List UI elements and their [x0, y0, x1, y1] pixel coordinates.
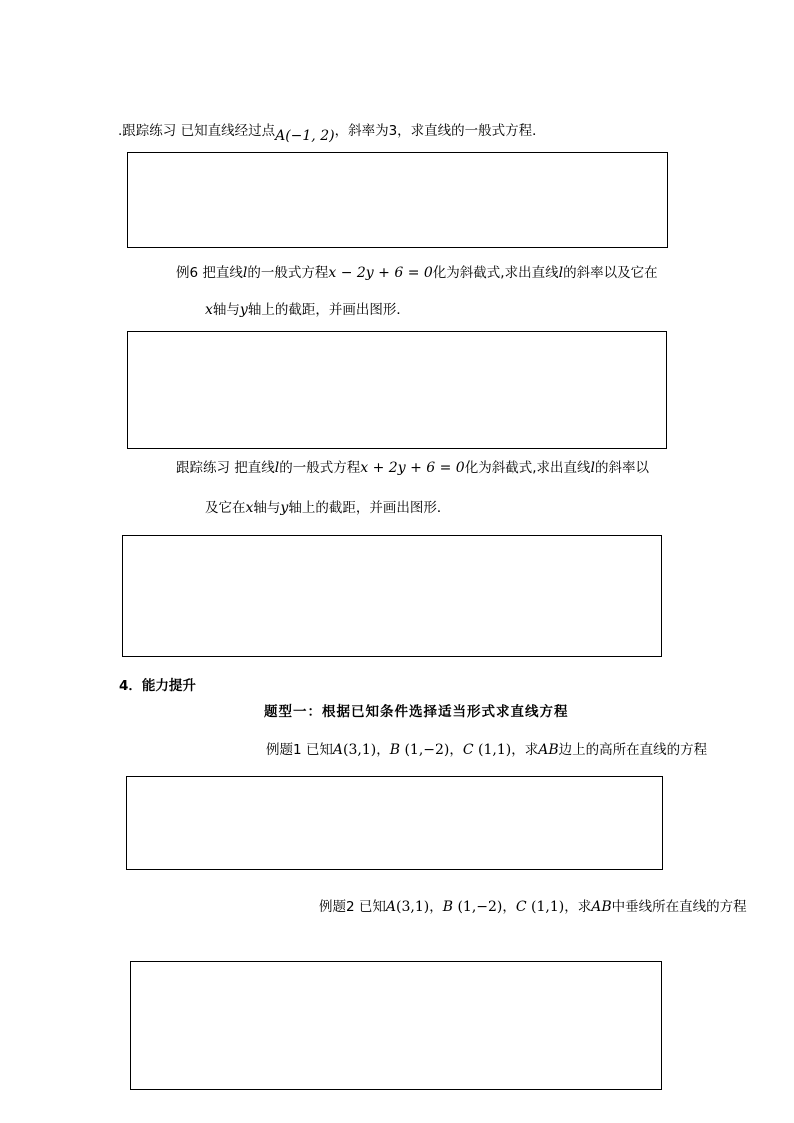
question-1-point-a: A	[332, 742, 344, 758]
practice-2-x: x	[245, 500, 254, 516]
answer-box-1[interactable]	[127, 152, 668, 248]
question-2-point-c-value: (1,1)	[526, 899, 565, 915]
example-6-line-2	[205, 301, 410, 319]
question-1-sep-1: ，	[376, 742, 390, 758]
practice-2-text-d: 的斜率以	[594, 460, 649, 476]
question-2-text-b: 中垂线所在直线的方程	[611, 899, 747, 915]
practice-2-line-2	[205, 499, 450, 517]
example-6-text-a: 例6 把直线	[176, 265, 243, 281]
question-1-sep-2: ，	[449, 742, 463, 758]
practice-2-text-g: 轴上的截距，并画出图形．	[288, 500, 451, 516]
question-1-point-c: C	[462, 742, 474, 758]
practice-1-suffix: ，斜率为3，求直线的一般式方程．	[334, 123, 546, 139]
section-heading: 4．能力提升	[119, 678, 196, 694]
question-2-label: 例题2 已知	[319, 899, 386, 915]
practice-2-equation: x + 2y + 6 = 0	[360, 460, 465, 476]
example-6-line-1	[176, 264, 658, 282]
question-1-point-b: B	[389, 742, 401, 758]
practice-2-text-f: 轴与	[253, 500, 281, 516]
answer-box-5[interactable]	[130, 961, 662, 1090]
type-title: 题型一：根据已知条件选择适当形式求直线方程	[264, 704, 569, 720]
question-2-sep-1: ，	[429, 899, 443, 915]
practice-2-text-c: 化为斜截式,求出直线	[464, 460, 591, 476]
practice-2-line-symbol: l	[274, 460, 280, 476]
question-2-point-c: C	[515, 899, 527, 915]
practice-1-prefix: .跟踪练习 已知直线经过点	[118, 123, 276, 139]
example-6-text-e: 轴与	[212, 302, 240, 318]
question-2-point-a-value: (3,1)	[396, 899, 430, 915]
question-1-text-a: ，求	[511, 742, 539, 758]
question-1-label: 例题1 已知	[266, 742, 333, 758]
question-2-segment-ab: AB	[591, 899, 612, 915]
practice-2-text-a: 跟踪练习 把直线	[176, 460, 275, 476]
example-6-y: y	[239, 302, 248, 318]
answer-box-4[interactable]	[126, 776, 663, 870]
question-2-text	[319, 898, 747, 916]
question-1-text	[266, 741, 707, 759]
answer-box-2[interactable]	[127, 331, 667, 449]
question-1-point-c-value: (1,1)	[473, 742, 512, 758]
question-1-point-b-value: (1,−2)	[400, 742, 450, 758]
practice-2-text-b: 的一般式方程	[279, 460, 361, 476]
question-1-text-b: 边上的高所在直线的方程	[558, 742, 708, 758]
practice-2-line-symbol-2: l	[590, 460, 595, 476]
practice-2-text-e: 及它在	[205, 500, 246, 516]
example-6-equation: x − 2y + 6 = 0	[328, 265, 433, 281]
question-1-segment-ab: AB	[538, 742, 559, 758]
question-1-point-a-value: (3,1)	[343, 742, 377, 758]
question-2-point-b: B	[442, 899, 454, 915]
question-2-point-a: A	[385, 899, 397, 915]
example-6-text-f: 轴上的截距，并画出图形．	[247, 302, 410, 318]
example-6-text-b: 的一般式方程	[247, 265, 329, 281]
example-6-text-d: 的斜率以及它在	[563, 265, 658, 281]
example-6-text-c: 化为斜截式,求出直线	[432, 265, 559, 281]
example-6-line-symbol-2: l	[558, 265, 564, 281]
example-6-line-symbol: l	[242, 265, 248, 281]
example-6-x: x	[205, 302, 213, 318]
question-2-text-a: ，求	[564, 899, 592, 915]
question-2-sep-2: ，	[502, 899, 516, 915]
practice-1-point: A(−1, 2)	[275, 128, 335, 144]
question-2-point-b-value: (1,−2)	[453, 899, 503, 915]
answer-box-3[interactable]	[122, 535, 662, 657]
practice-1-text	[118, 122, 546, 144]
practice-2-line-1	[176, 459, 649, 477]
practice-2-y: y	[280, 500, 289, 516]
